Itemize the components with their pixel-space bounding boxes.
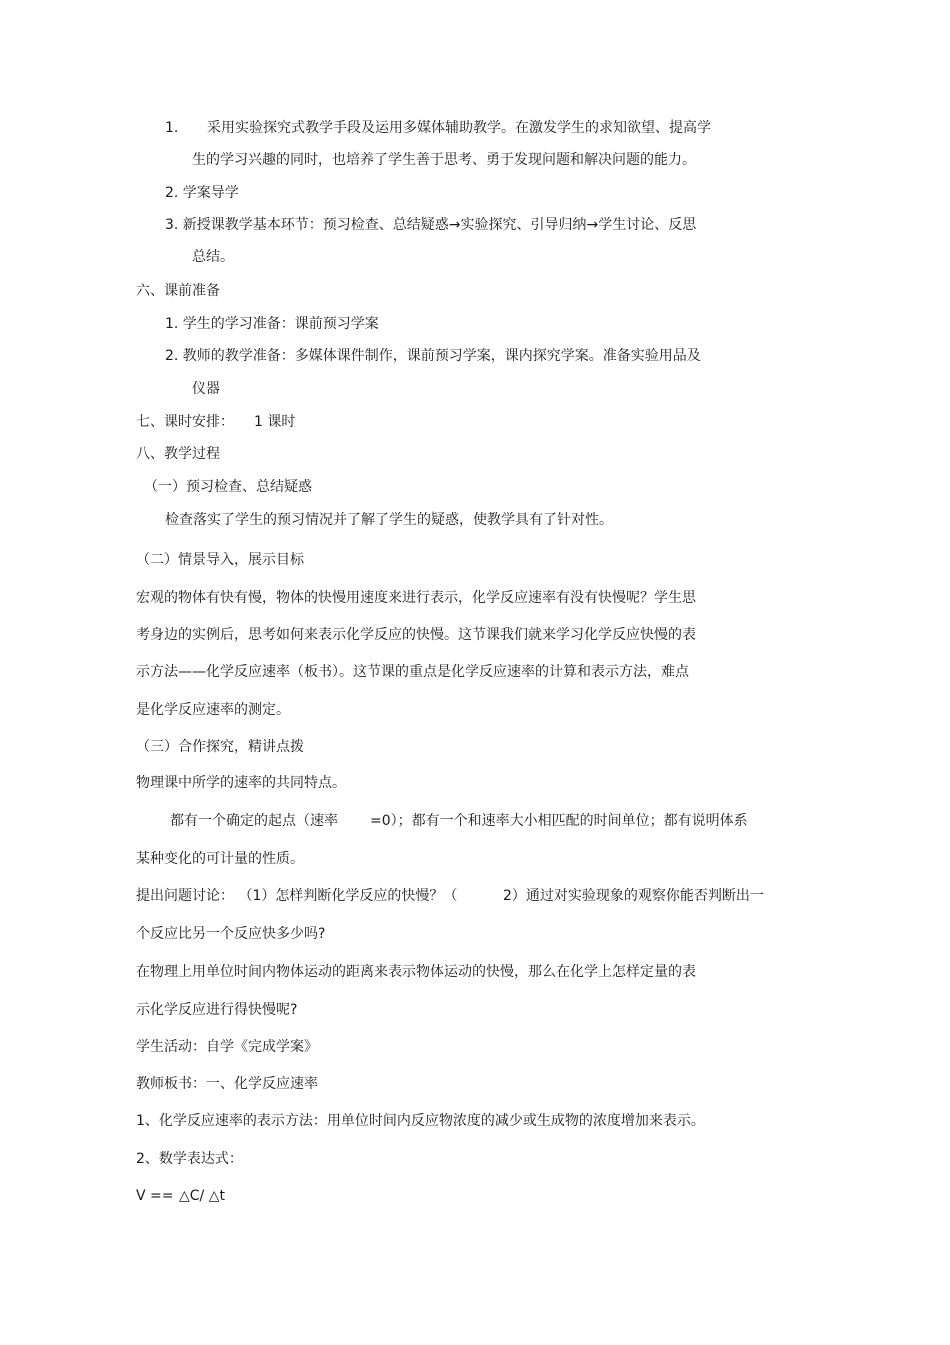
paragraph-line: 示化学反应进行得快慢呢?	[136, 1002, 298, 1018]
section-6-item-1: 1. 学生的学习准备：课前预习学案	[165, 316, 379, 332]
section-6-item-2-continuation: 仪器	[192, 381, 220, 397]
paragraph-line: 宏观的物体有快有慢，物体的快慢用速度来进行表示，化学反应速率有没有快慢呢？学生思	[136, 590, 696, 606]
paragraph-line: 1、化学反应速率的表示方法：用单位时间内反应物浓度的减少或生成物的浓度增加来表示。	[136, 1113, 705, 1129]
subsection-1-body: 检查落实了学生的预习情况并了解了学生的疑惑，使教学具有了针对性。	[165, 512, 613, 528]
paragraph-line: 示方法——化学反应速率（板书）。这节课的重点是化学反应速率的计算和表示方法，难点	[136, 664, 689, 680]
list-item-2: 2. 学案导学	[165, 185, 239, 201]
subsection-heading-2: （二）情景导入，展示目标	[136, 552, 304, 568]
section-heading-8: 八、教学过程	[136, 446, 220, 462]
list-item-3: 3. 新授课教学基本环节：预习检查、总结疑惑→实验探究、引导归纳→学生讨论、反思	[165, 217, 697, 233]
list-item-1-text: 采用实验探究式教学手段及运用多媒体辅助教学。在激发学生的求知欲望、提高学	[207, 120, 711, 136]
paragraph-line: 教师板书：一、化学反应速率	[136, 1076, 318, 1092]
subsection-heading-3: （三）合作探究，精讲点拨	[136, 739, 304, 755]
subsection-heading-1: （一）预习检查、总结疑惑	[144, 479, 312, 495]
section-7-value: 1 课时	[254, 414, 296, 430]
paragraph-line: 考身边的实例后，思考如何来表示化学反应的快慢。这节课我们就来学习化学反应快慢的表	[136, 627, 696, 643]
paragraph-line: 是化学反应速率的测定。	[136, 702, 290, 718]
list-item-3-continuation: 总结。	[192, 249, 234, 265]
section-heading-6: 六、课前准备	[136, 283, 220, 299]
section-6-item-2: 2. 教师的教学准备：多媒体课件制作，课前预习学案，课内探究学案。准备实验用品及	[165, 348, 701, 364]
paragraph-line: 学生活动：自学《完成学案》	[136, 1039, 318, 1055]
paragraph-line: 在物理上用单位时间内物体运动的距离来表示物体运动的快慢，那么在化学上怎样定量的表	[136, 964, 696, 980]
paragraph-line: 个反应比另一个反应快多少吗?	[136, 926, 326, 942]
formula-left: V ==	[136, 1188, 174, 1204]
paragraph-line-part: 都有一个确定的起点（速率	[170, 813, 338, 829]
paragraph-line: 某种变化的可计量的性质。	[136, 851, 304, 867]
formula-right: △C/ △t	[179, 1188, 225, 1204]
paragraph-line-part: 提出问题讨论： （1）怎样判断化学反应的快慢？（	[136, 888, 458, 904]
paragraph-line: 物理课中所学的速率的共同特点。	[136, 775, 346, 791]
list-item-1-continuation: 生的学习兴趣的同时，也培养了学生善于思考、勇于发现问题和解决问题的能力。	[192, 152, 696, 168]
paragraph-line-part: 2）通过对实验现象的观察你能否判断出一	[503, 888, 764, 904]
section-heading-7: 七、课时安排：	[136, 414, 234, 430]
list-item-1-number: 1.	[165, 120, 179, 136]
paragraph-line: 2、数学表达式：	[136, 1151, 243, 1167]
paragraph-line-part: =0）；都有一个和速率大小相匹配的时间单位；都有说明体系	[370, 813, 748, 829]
